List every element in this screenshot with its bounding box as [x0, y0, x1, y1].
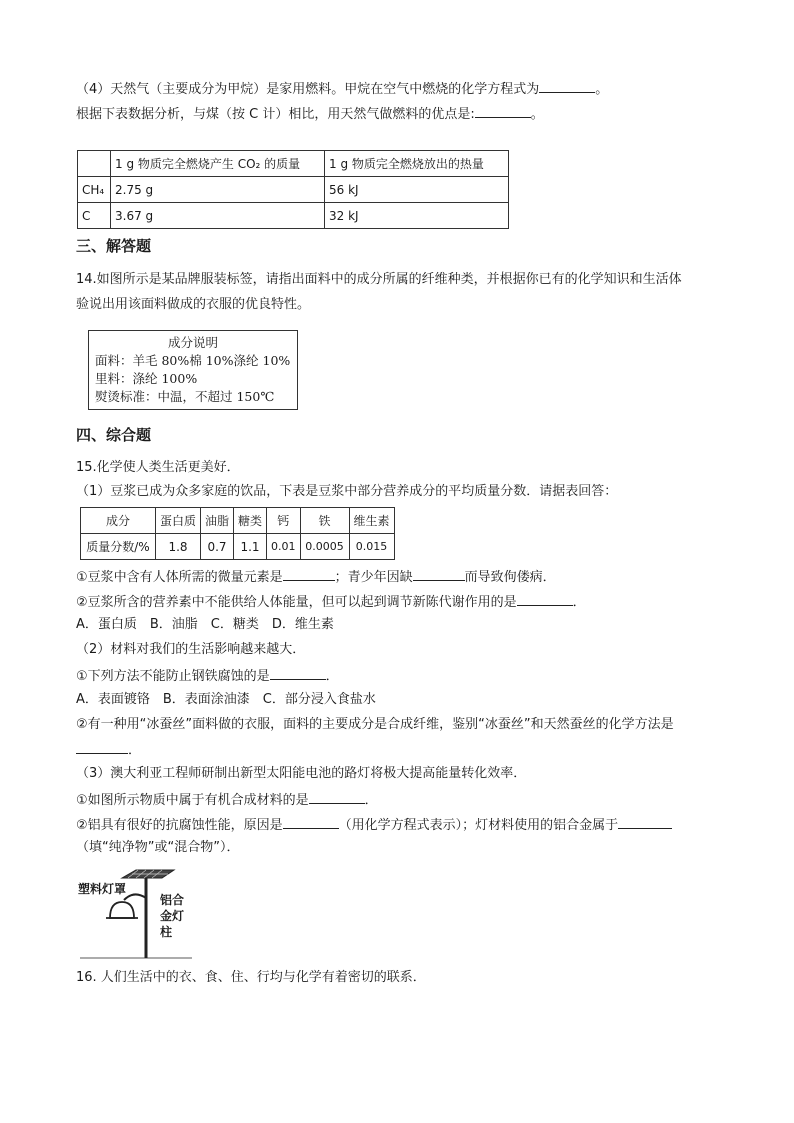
- table-row: 质量分数/% 1.8 0.7 1.1 0.01 0.0005 0.015: [81, 534, 395, 560]
- q14-text: 验说出用该面料做成的衣服的优良特性。: [76, 297, 311, 312]
- table-row: C 3.67 g 32 kJ: [78, 203, 509, 229]
- q15-part2: （2）材料对我们的生活影响越来越大．: [76, 642, 306, 657]
- nutrition-table: [80, 507, 395, 560]
- q15-sub4-cont: ．: [76, 739, 141, 761]
- answer-blank[interactable]: [517, 591, 573, 606]
- answer-blank[interactable]: [539, 78, 595, 93]
- label-title: 成分说明: [167, 335, 218, 350]
- answer-blank[interactable]: [283, 566, 335, 581]
- q15-sub3: ①下列方法不能防止钢铁腐蚀的是 ．: [76, 665, 339, 687]
- solar-panel-icon: [122, 870, 174, 878]
- figure-label-pole: 铝合 金灯 柱: [160, 893, 185, 939]
- section-title: 三、解答题: [76, 237, 152, 255]
- q15-part1: （1）豆浆已成为众多家庭的饮品，下表是豆浆中部分营养成分的平均质量分数．请据表回答：: [76, 484, 618, 499]
- q15-sub1: ①豆浆中含有人体所需的微量元素是 ；青少年因缺 而导致佝偻病．: [76, 566, 556, 588]
- q13-line2: 根据下表数据分析，与煤（按 C 计）相比，用天然气做燃料的优点是: 。: [76, 103, 544, 125]
- q15-intro: 15.化学使人类生活更美好．: [76, 460, 240, 475]
- q14-text: 14.如图所示是某品牌服装标签，请指出面料中的成分所属的纤维种类，并根据你已有的化学知识和生活体: [76, 272, 682, 287]
- table-header-row: 成分 蛋白质 油脂 糖类 钙 铁 维生素: [81, 508, 395, 534]
- answer-blank[interactable]: [309, 789, 365, 804]
- figure-label-shade: 塑料灯罩: [78, 882, 127, 896]
- q16-text: 16. 人们生活中的衣、食、住、行均与化学有着密切的联系．: [76, 970, 426, 985]
- table-row: CH₄ 2.75 g 56 kJ: [78, 177, 509, 203]
- q15-options2: A．表面镀铬 B．表面涂油漆 C．部分浸入食盐水: [76, 692, 376, 707]
- q13-line1: （4）天然气（主要成分为甲烷）是家用燃料。甲烷在空气中燃烧的化学方程式为 。: [76, 78, 608, 100]
- q15-part3: （3）澳大利亚工程师研制出新型太阳能电池的路灯将极大提高能量转化效率．: [76, 766, 527, 781]
- q15-sub2: ②豆浆所含的营养素中不能供给人体能量，但可以起到调节新陈代谢作用的是 ．: [76, 591, 586, 613]
- label-line: 里料：涤纶 100%: [95, 371, 198, 386]
- q15-sub4: ②有一种用“冰蚕丝”面料做的衣服，面料的主要成分是合成纤维，鉴别“冰蚕丝”和天然蚕丝的化学方法是: [76, 717, 674, 732]
- clothing-label: [88, 330, 298, 410]
- label-line: 面料：羊毛 80%棉 10%涤纶 10%: [95, 353, 291, 368]
- answer-blank[interactable]: [270, 665, 326, 680]
- answer-blank[interactable]: [618, 814, 672, 829]
- q15-options1: A．蛋白质 B．油脂 C．糖类 D．维生素: [76, 617, 334, 632]
- section-title: 四、综合题: [76, 426, 152, 444]
- answer-blank[interactable]: [76, 739, 128, 754]
- answer-blank[interactable]: [413, 566, 465, 581]
- q15-sub6: ②铝具有很好的抗腐蚀性能，原因是 （用化学方程式表示）；灯材料使用的铝合金属于: [76, 814, 672, 836]
- combustion-table: [77, 150, 509, 229]
- answer-blank[interactable]: [475, 103, 531, 118]
- table-header-row: 1 g 物质完全燃烧产生 CO₂ 的质量 1 g 物质完全燃烧放出的热量: [78, 151, 509, 177]
- streetlight-figure: [76, 866, 196, 962]
- q15-sub5: ①如图所示物质中属于有机合成材料的是 ．: [76, 789, 378, 811]
- q15-sub6-cont: （填“纯净物”或“混合物”）．: [76, 840, 240, 855]
- answer-blank[interactable]: [283, 814, 339, 829]
- label-line: 熨烫标准：中温，不超过 150℃: [95, 389, 275, 404]
- lamp-shade-icon: [106, 902, 138, 918]
